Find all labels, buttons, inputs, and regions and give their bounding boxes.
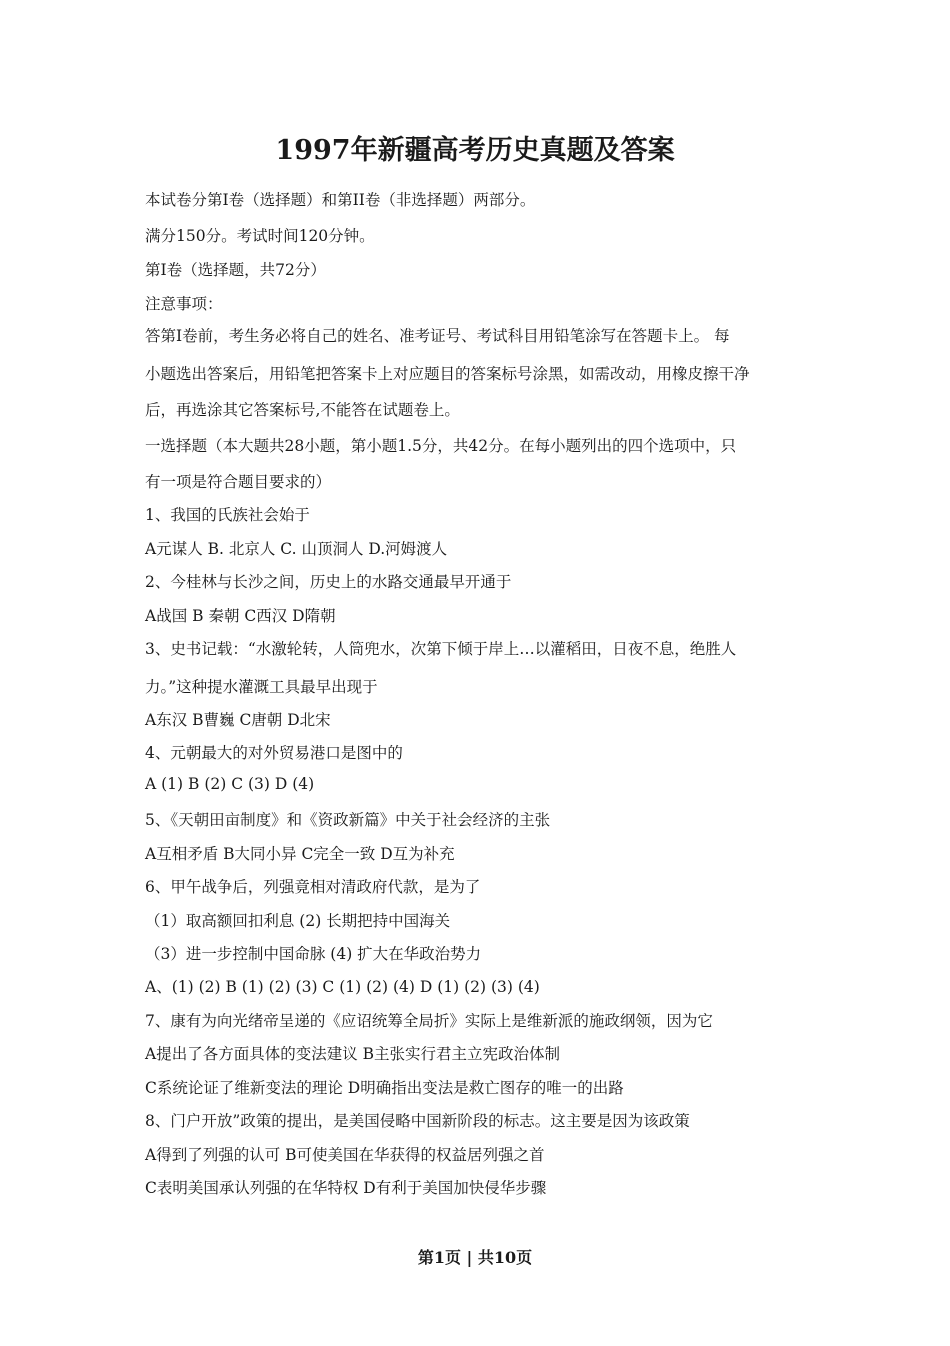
text-line: 注意事项： xyxy=(145,295,223,313)
question-4: 4、元朝最大的对外贸易港口是图中的 xyxy=(145,744,403,762)
page-footer: 第1页 | 共10页 xyxy=(417,1248,533,1267)
question-6-item-2: （3）进一步控制中国命脉 (4) 扩大在华政治势力 xyxy=(145,945,482,963)
question-1-options: A元谋人 B. 北京人 C. 山顶洞人 D.河姆渡人 xyxy=(145,540,448,558)
question-3-cont: 力。”这种提水灌溉工具最早出现于 xyxy=(145,678,378,696)
question-7: 7、康有为向光绪帝呈递的《应诏统筹全局折》实际上是维新派的施政纲领，因为它 xyxy=(145,1012,713,1030)
question-6: 6、甲午战争后，列强竟相对清政府代款，是为了 xyxy=(145,878,481,896)
question-5: 5、《天朝田亩制度》和《资政新篇》中关于社会经济的主张 xyxy=(145,811,551,829)
question-7-options-cd: C系统论证了维新变法的理论 D明确指出变法是救亡图存的唯一的出路 xyxy=(145,1079,624,1097)
text-line: 小题选出答案后，用铅笔把答案卡上对应题目的答案标号涂黑，如需改动，用橡皮擦干净 xyxy=(145,365,750,383)
question-2-options: A战国 B 秦朝 C西汉 D隋朝 xyxy=(145,607,336,625)
question-8-options-cd: C表明美国承认列强的在华特权 D有利于美国加快侵华步骤 xyxy=(145,1179,547,1197)
text-line: 有一项是符合题目要求的） xyxy=(145,473,332,491)
question-8-options-ab: A得到了列强的认可 B可使美国在华获得的权益居列强之首 xyxy=(145,1146,545,1164)
question-2: 2、今桂林与长沙之间，历史上的水路交通最早开通于 xyxy=(145,573,512,591)
text-line: 答第Ⅰ卷前，考生务必将自己的姓名、准考证号、考试科目用铅笔涂写在答题卡上。 每 xyxy=(145,327,730,345)
question-7-options-ab: A提出了各方面具体的变法建议 B主张实行君主立宪政治体制 xyxy=(145,1045,561,1063)
question-6-options: A、(1) (2) B (1) (2) (3) C (1) (2) (4) D (1) (2) (3) (4) xyxy=(145,978,540,996)
question-1: 1、我国的氏族社会始于 xyxy=(145,506,310,524)
text-line: 满分150分。考试时间120分钟。 xyxy=(145,227,375,245)
question-5-options: A互相矛盾 B大同小异 C完全一致 D互为补充 xyxy=(145,845,455,863)
text-line: 本试卷分第Ⅰ卷（选择题）和第II卷（非选择题）两部分。 xyxy=(145,191,536,209)
document-title: 1997年新疆高考历史真题及答案 xyxy=(275,135,675,166)
text-line: 后，再选涂其它答案标号,不能答在试题卷上。 xyxy=(145,401,460,419)
text-line: 第Ⅰ卷（选择题，共72分） xyxy=(145,261,326,279)
question-3-options: A东汉 B曹巍 C唐朝 D北宋 xyxy=(145,711,331,729)
question-6-item-1: （1）取高额回扣利息 (2) 长期把持中国海关 xyxy=(145,912,451,930)
question-3: 3、史书记载：“水激轮转，人筒兜水，次第下倾于岸上…以灌稻田，日夜不息，绝胜人 xyxy=(145,640,737,658)
question-4-options: A (1) B (2) C (3) D (4) xyxy=(145,775,315,793)
question-8: 8、门户开放”政策的提出，是美国侵略中国新阶段的标志。这主要是因为该政策 xyxy=(145,1112,690,1130)
text-line: 一选择题（本大题共28小题，第小题1.5分，共42分。在每小题列出的四个选项中，只 xyxy=(145,437,737,455)
